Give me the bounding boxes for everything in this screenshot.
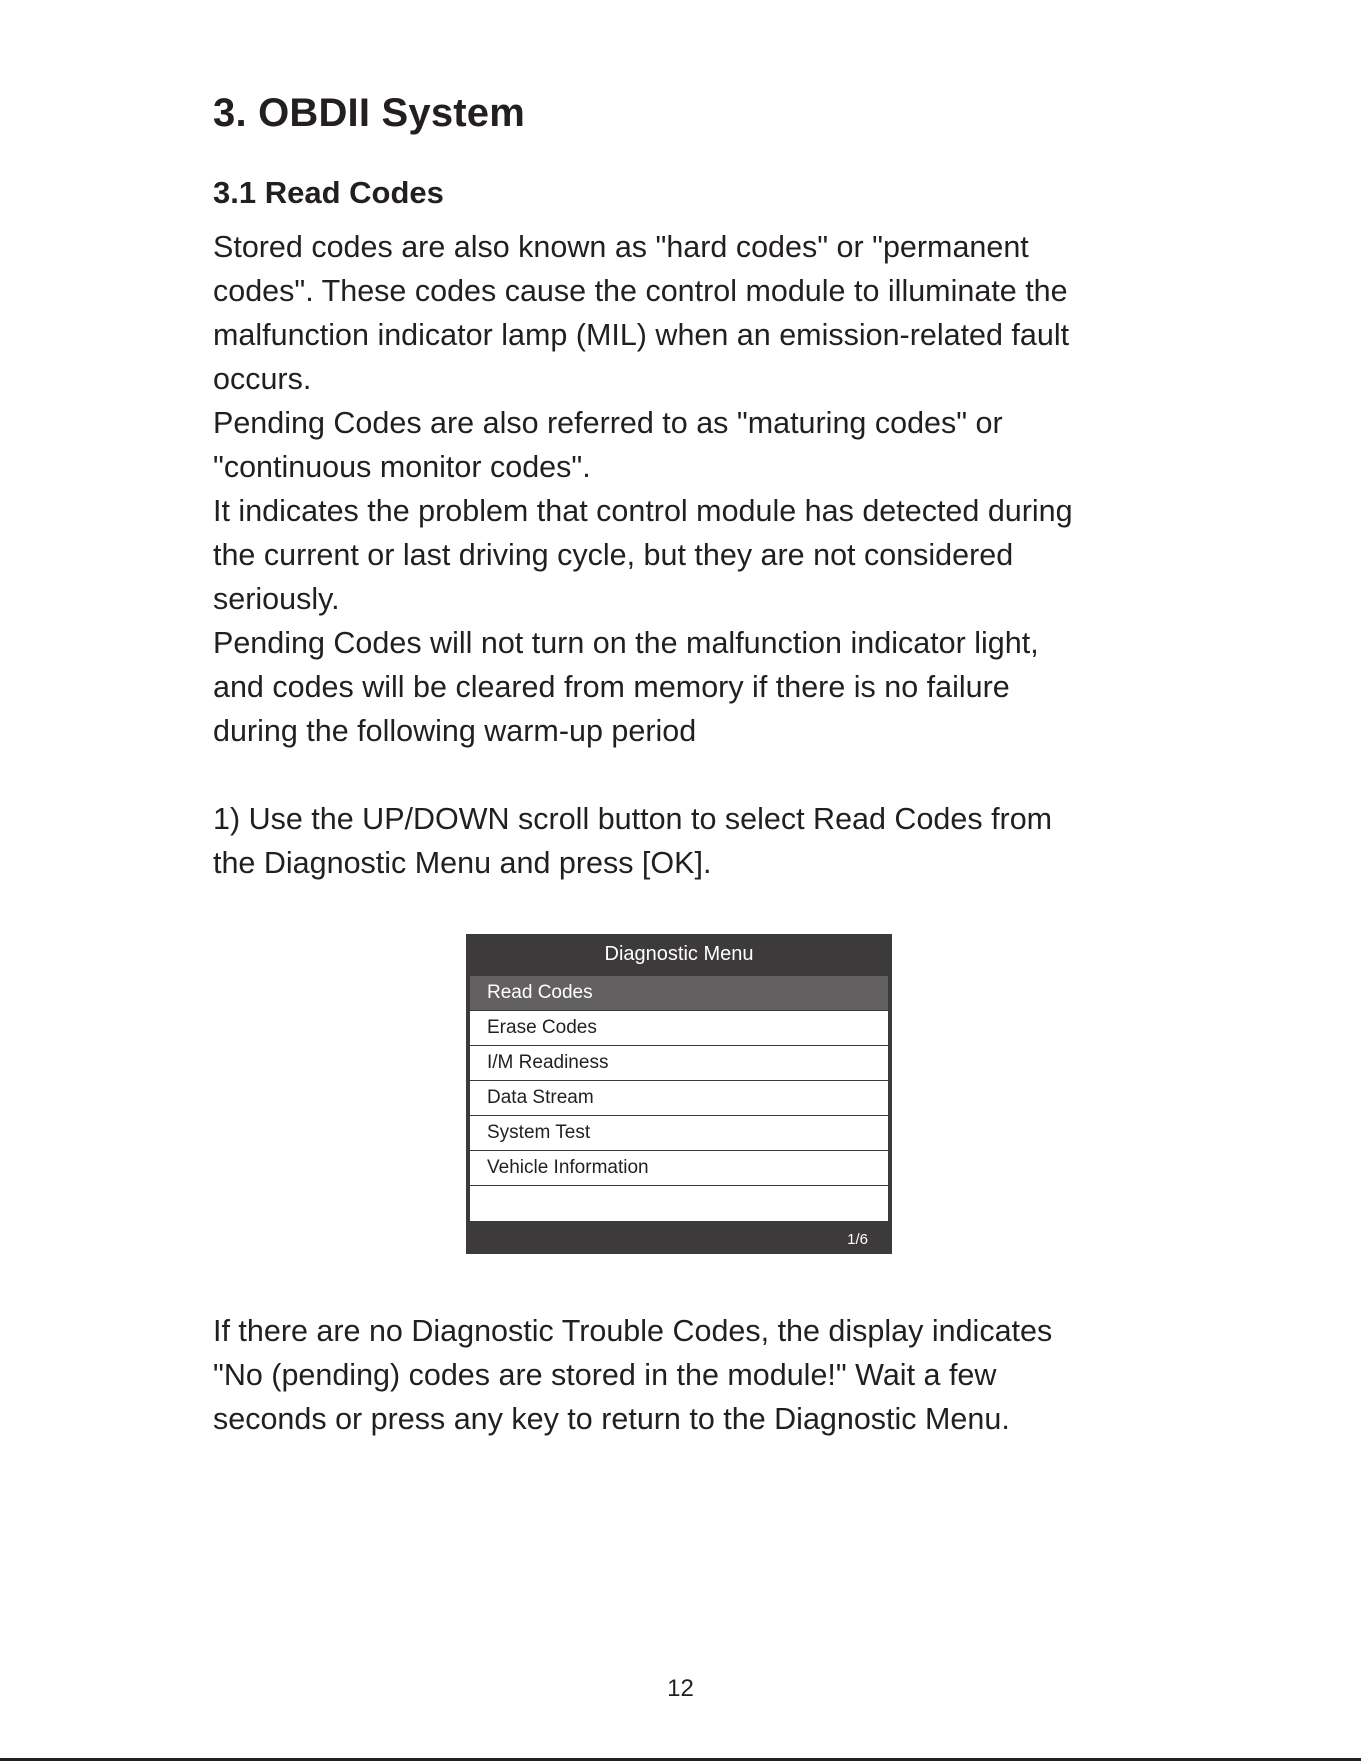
paragraph-pending-codes: Pending Codes are also referred to as "maturing codes" or "continuous monitor codes". <box>213 406 1003 484</box>
diagnostic-menu-screen <box>466 934 892 1254</box>
section-title: 3. OBDII System <box>213 91 526 135</box>
menu-item-read-codes[interactable]: Read Codes <box>470 976 888 1011</box>
subsection-title: 3.1 Read Codes <box>213 175 444 210</box>
menu-item-data-stream[interactable]: Data Stream <box>470 1081 888 1116</box>
paragraph-stored-codes: Stored codes are also known as "hard codes" or "permanent codes". These codes cause the control module to illuminate the malfunction indicator lamp (MIL) when an emission-related fault occurs. <box>213 230 1070 396</box>
paragraph-problem-detected: It indicates the problem that control module has detected during the current or last driving cycle, but they are not considered seriously. <box>213 494 1073 616</box>
post-screen-content <box>213 1309 1173 1441</box>
page-indicator: 1/6 <box>847 1231 868 1248</box>
menu-item-system-test[interactable]: System Test <box>470 1116 888 1151</box>
paragraph-mil-behavior: Pending Codes will not turn on the malfunction indicator light, and codes will be cleared from memory if there is no failure during the following warm-up period <box>213 626 1039 748</box>
diagnostic-menu-list <box>469 975 889 1222</box>
menu-item-im-readiness[interactable]: I/M Readiness <box>470 1046 888 1081</box>
step-1-instruction: 1) Use the UP/DOWN scroll button to select Read Codes from the Diagnostic Menu and press [OK]. <box>213 802 1053 880</box>
menu-item-empty <box>470 1186 888 1221</box>
page-number: 12 <box>667 1675 694 1702</box>
manual-page-content <box>213 88 1173 885</box>
menu-item-vehicle-information[interactable]: Vehicle Information <box>470 1151 888 1186</box>
paragraph-no-codes: If there are no Diagnostic Trouble Codes, the display indicates "No (pending) codes are stored in the module!" Wait a few seconds or press any key to return to the Diagnostic Menu. <box>213 1314 1053 1436</box>
screen-title: Diagnostic Menu <box>604 943 754 965</box>
menu-item-erase-codes[interactable]: Erase Codes <box>470 1011 888 1046</box>
